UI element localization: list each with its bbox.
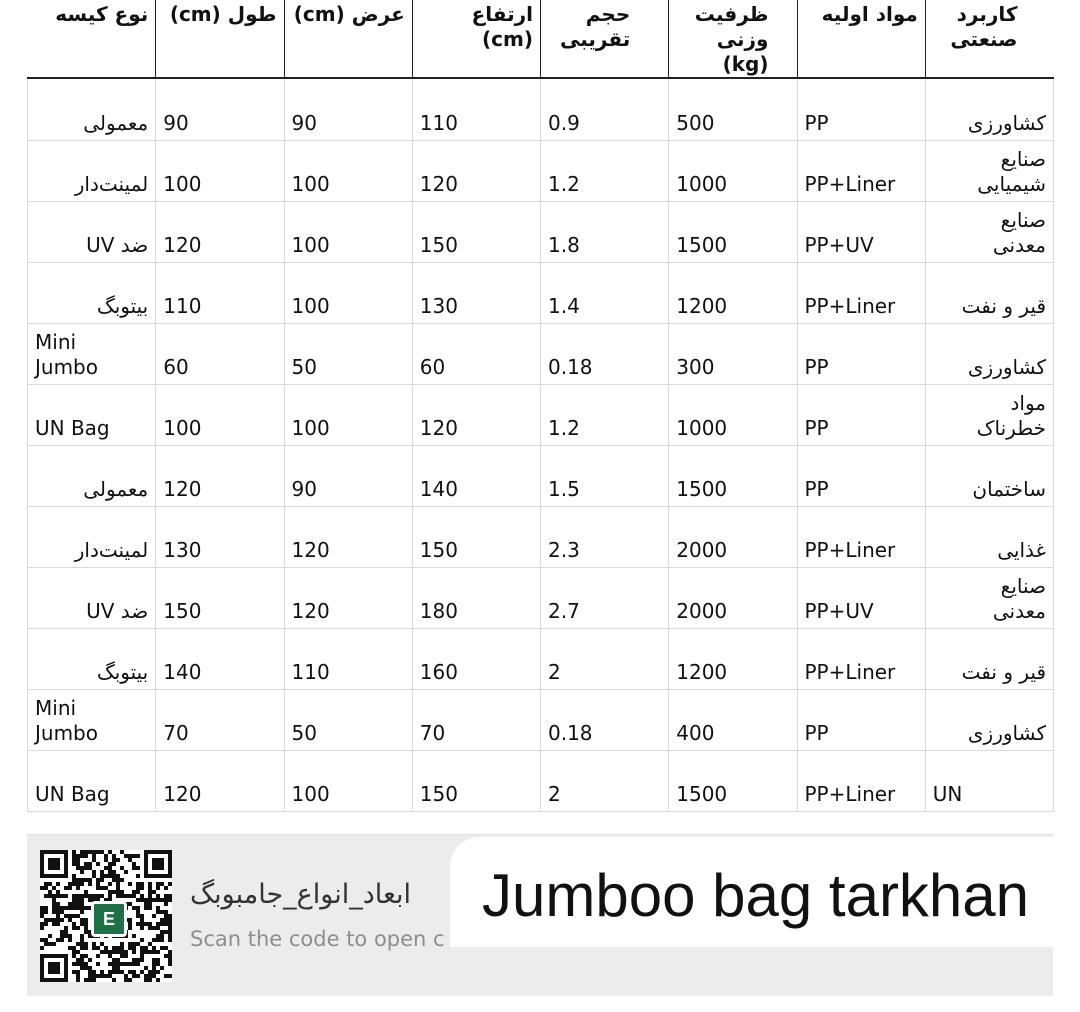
cell-text-line: قیر و نفت xyxy=(961,660,1046,684)
cell-height[interactable]: 150 xyxy=(412,202,540,263)
cell-bag-type[interactable] xyxy=(28,446,156,507)
cell-height[interactable]: 150 xyxy=(412,751,540,812)
cell-text-line: بیتوبگ xyxy=(96,660,149,684)
cell-bag-type[interactable] xyxy=(28,324,156,385)
cell-capacity[interactable]: 2000 xyxy=(669,568,797,629)
header-usage[interactable]: کاربرد صنعتی xyxy=(925,0,1053,78)
cell-width[interactable]: 100 xyxy=(284,141,412,202)
cell-capacity[interactable]: 1200 xyxy=(669,629,797,690)
cell-width[interactable]: 90 xyxy=(284,446,412,507)
cell-usage[interactable] xyxy=(925,446,1053,507)
cell-capacity[interactable]: 1500 xyxy=(669,202,797,263)
cell-height[interactable]: 110 xyxy=(412,78,540,141)
cell-text-line: غذایی xyxy=(997,538,1046,562)
table-row xyxy=(28,141,1054,202)
cell-length[interactable]: 120 xyxy=(156,202,284,263)
cell-capacity[interactable]: 400 xyxy=(669,690,797,751)
cell-text-line: Jumbo xyxy=(35,721,98,745)
cell-bag-type[interactable] xyxy=(28,385,156,446)
table-row xyxy=(28,690,1054,751)
header-capacity[interactable]: ظرفیت وزنی (kg) xyxy=(669,0,797,78)
table-row xyxy=(28,202,1054,263)
cell-text-line: UN xyxy=(932,782,963,806)
cell-text-line: کشاورزی xyxy=(967,355,1046,379)
cell-text-line: صنایع xyxy=(1000,574,1046,598)
cell-bag-type[interactable] xyxy=(28,690,156,751)
cell-material[interactable]: PP xyxy=(797,385,925,446)
cell-width[interactable]: 100 xyxy=(284,202,412,263)
cell-usage[interactable] xyxy=(925,690,1053,751)
header-bag-type[interactable]: نوع کیسه xyxy=(28,0,156,78)
cell-text-line: خطرناک xyxy=(976,416,1046,440)
header-row xyxy=(28,0,1054,78)
cell-text-line: ساختمان xyxy=(972,477,1046,501)
table-row xyxy=(28,78,1054,141)
qr-code-icon[interactable] xyxy=(40,850,172,982)
cell-length[interactable]: 90 xyxy=(156,78,284,141)
cell-material[interactable]: PP xyxy=(797,324,925,385)
table-row xyxy=(28,263,1054,324)
cell-text-line: صنایع xyxy=(1000,208,1046,232)
cell-volume[interactable]: 2 xyxy=(541,751,669,812)
cell-material[interactable]: PP xyxy=(797,446,925,507)
cell-usage[interactable] xyxy=(925,202,1053,263)
cell-text-line: معمولی xyxy=(83,477,149,501)
cell-length[interactable]: 60 xyxy=(156,324,284,385)
cell-bag-type[interactable] xyxy=(28,202,156,263)
file-name: ابعاد_انواع_جامبوبگ xyxy=(190,879,412,910)
cell-volume[interactable]: 1.8 xyxy=(541,202,669,263)
cell-length[interactable]: 140 xyxy=(156,629,284,690)
cell-height[interactable]: 120 xyxy=(412,141,540,202)
table-row xyxy=(28,507,1054,568)
cell-bag-type[interactable] xyxy=(28,78,156,141)
cell-height[interactable]: 60 xyxy=(412,324,540,385)
cell-capacity[interactable]: 1000 xyxy=(669,385,797,446)
cell-capacity[interactable]: 1200 xyxy=(669,263,797,324)
cell-capacity[interactable]: 1500 xyxy=(669,446,797,507)
cell-width[interactable]: 110 xyxy=(284,629,412,690)
header-volume[interactable]: حجم تقریبی xyxy=(541,0,669,78)
cell-volume[interactable]: 2.3 xyxy=(541,507,669,568)
cell-text-line: Jumbo xyxy=(35,355,98,379)
table-row xyxy=(28,568,1054,629)
cell-usage[interactable] xyxy=(925,385,1053,446)
cell-text-line: بیتوبگ xyxy=(96,294,149,318)
cell-length[interactable]: 120 xyxy=(156,446,284,507)
cell-usage[interactable] xyxy=(925,751,1053,812)
cell-text-line: معدنی xyxy=(992,599,1046,623)
table-body xyxy=(28,78,1054,812)
cell-usage[interactable] xyxy=(925,629,1053,690)
cell-volume[interactable]: 0.18 xyxy=(541,690,669,751)
cell-text-line: کشاورزی xyxy=(967,721,1046,745)
cell-width[interactable]: 120 xyxy=(284,507,412,568)
cell-volume[interactable]: 2 xyxy=(541,629,669,690)
cell-usage[interactable] xyxy=(925,263,1053,324)
table-row xyxy=(28,324,1054,385)
cell-volume[interactable]: 1.2 xyxy=(541,385,669,446)
cell-height[interactable]: 150 xyxy=(412,507,540,568)
cell-usage[interactable] xyxy=(925,568,1053,629)
cell-width[interactable]: 120 xyxy=(284,568,412,629)
cell-text-line: UN Bag xyxy=(35,782,110,806)
caption-text: Jumboo bag tarkhan xyxy=(482,862,1030,929)
cell-text-line: لمینت‌دار xyxy=(74,538,149,562)
cell-material[interactable]: PP xyxy=(797,78,925,141)
table-row xyxy=(28,751,1054,812)
cell-bag-type[interactable] xyxy=(28,629,156,690)
cell-bag-type[interactable] xyxy=(28,263,156,324)
cell-text-line: ضد UV xyxy=(86,233,149,257)
cell-material[interactable]: PP+Liner xyxy=(797,751,925,812)
table-row xyxy=(28,446,1054,507)
cell-height[interactable]: 120 xyxy=(412,385,540,446)
cell-text-line: شیمیایی xyxy=(977,172,1046,196)
cell-usage[interactable] xyxy=(925,324,1053,385)
cell-volume[interactable]: 1.5 xyxy=(541,446,669,507)
cell-height[interactable]: 180 xyxy=(412,568,540,629)
cell-height[interactable]: 70 xyxy=(412,690,540,751)
cell-material[interactable]: PP+UV xyxy=(797,568,925,629)
header-width[interactable]: عرض (cm) xyxy=(284,0,412,78)
caption-box xyxy=(450,837,1080,947)
scan-instruction: Scan the code to open c xyxy=(190,927,445,951)
table-row xyxy=(28,385,1054,446)
cell-width[interactable]: 100 xyxy=(284,263,412,324)
header-height[interactable]: ارتفاع (cm) xyxy=(412,0,540,78)
jumbo-bag-table xyxy=(27,0,1054,812)
cell-text-line: Mini xyxy=(35,330,77,354)
cell-volume[interactable]: 1.2 xyxy=(541,141,669,202)
cell-bag-type[interactable] xyxy=(28,141,156,202)
cell-width[interactable]: 50 xyxy=(284,690,412,751)
cell-length[interactable]: 150 xyxy=(156,568,284,629)
cell-bag-type[interactable] xyxy=(28,507,156,568)
cell-height[interactable]: 160 xyxy=(412,629,540,690)
cell-material[interactable]: PP xyxy=(797,690,925,751)
cell-length[interactable]: 110 xyxy=(156,263,284,324)
cell-volume[interactable]: 0.9 xyxy=(541,78,669,141)
cell-length[interactable]: 120 xyxy=(156,751,284,812)
cell-capacity[interactable]: 1500 xyxy=(669,751,797,812)
cell-text-line: مواد xyxy=(1010,391,1046,415)
cell-width[interactable]: 50 xyxy=(284,324,412,385)
cell-material[interactable]: PP+Liner xyxy=(797,263,925,324)
cell-capacity[interactable]: 1000 xyxy=(669,141,797,202)
cell-usage[interactable] xyxy=(925,141,1053,202)
cell-text-line: UN Bag xyxy=(35,416,110,440)
cell-usage[interactable] xyxy=(925,507,1053,568)
cell-text-line: قیر و نفت xyxy=(961,294,1046,318)
header-material[interactable]: مواد اولیه xyxy=(797,0,925,78)
cell-width[interactable]: 90 xyxy=(284,78,412,141)
cell-capacity[interactable]: 300 xyxy=(669,324,797,385)
cell-height[interactable]: 140 xyxy=(412,446,540,507)
cell-length[interactable]: 100 xyxy=(156,385,284,446)
cell-material[interactable]: PP+Liner xyxy=(797,141,925,202)
cell-text-line: ضد UV xyxy=(86,599,149,623)
cell-text-line: صنایع xyxy=(1000,147,1046,171)
cell-volume[interactable]: 0.18 xyxy=(541,324,669,385)
cell-length[interactable]: 70 xyxy=(156,690,284,751)
cell-width[interactable]: 100 xyxy=(284,385,412,446)
cell-text-line: Mini xyxy=(35,696,77,720)
cell-material[interactable]: PP+Liner xyxy=(797,507,925,568)
cell-text-line: کشاورزی xyxy=(967,111,1046,135)
cell-volume[interactable]: 1.4 xyxy=(541,263,669,324)
cell-length[interactable]: 100 xyxy=(156,141,284,202)
header-length[interactable]: طول (cm) xyxy=(156,0,284,78)
excel-icon: E xyxy=(91,901,127,937)
cell-volume[interactable]: 2.7 xyxy=(541,568,669,629)
table-row xyxy=(28,629,1054,690)
cell-bag-type[interactable] xyxy=(28,568,156,629)
cell-text-line: معمولی xyxy=(83,111,149,135)
cell-material[interactable]: PP+UV xyxy=(797,202,925,263)
cell-length[interactable]: 130 xyxy=(156,507,284,568)
cell-material[interactable]: PP+Liner xyxy=(797,629,925,690)
cell-text-line: لمینت‌دار xyxy=(74,172,149,196)
cell-capacity[interactable]: 500 xyxy=(669,78,797,141)
cell-height[interactable]: 130 xyxy=(412,263,540,324)
cell-width[interactable]: 100 xyxy=(284,751,412,812)
cell-capacity[interactable]: 2000 xyxy=(669,507,797,568)
cell-usage[interactable] xyxy=(925,78,1053,141)
cell-bag-type[interactable] xyxy=(28,751,156,812)
spreadsheet-view xyxy=(27,0,1053,812)
cell-text-line: معدنی xyxy=(992,233,1046,257)
